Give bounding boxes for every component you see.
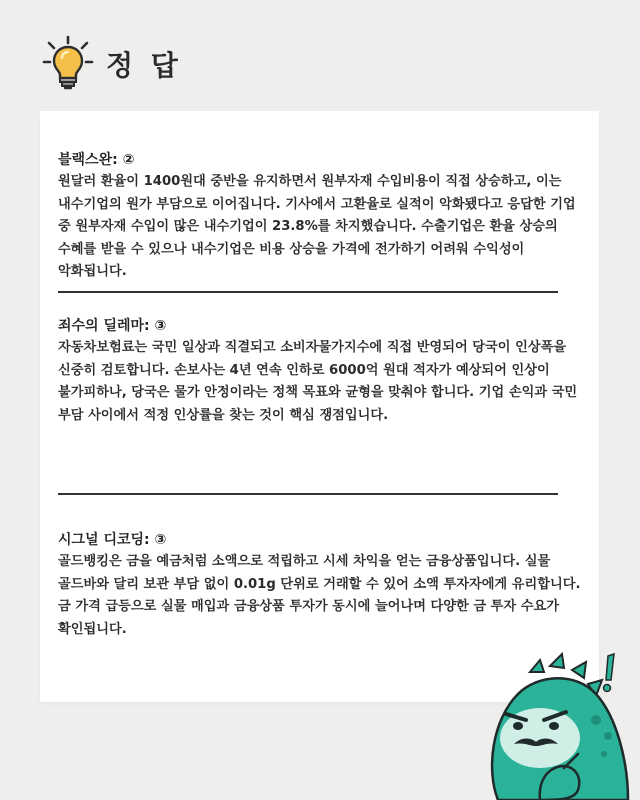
answer-title: 죄수의 딜레마: ③	[58, 318, 167, 334]
answer-body: 자동차보험료는 국민 일상과 직결되고 소비자물가지수에 직접 반영되어 당국이 인상폭을 신중히 검토합니다. 손보사는 4년 연속 인하로 6000억 원대 적자가 예상되어 인상이 불가피하나, 당국은 물가 안정이라는 정책 목표와 균형을 맞춰야 합니다. 기업 손익과 국민 부담 사이에서 적정 인상률을 찾는 것이 핵심 쟁점입니다.	[58, 340, 578, 423]
answer-card	[40, 111, 599, 702]
page-header	[40, 34, 182, 94]
section-divider	[58, 493, 558, 495]
answer-section-signal-decoding	[58, 529, 588, 641]
answer-body: 원달러 환율이 1400원대 중반을 유지하면서 원부자재 수입비용이 직접 상승하고, 이는 내수기업의 원가 부담으로 이어집니다. 기사에서 고환율로 실적이 악화됐다고 응답한 기업 중 원부자재 수입이 많은 내수기업이 23.8%를 차지했습니다. 수출기업은 환율 상승의 수혜를 받을 수 있으나 내수기업은 비용 상승을 가격에 전가하기 어려워 수익성이 악화됩니다.	[58, 174, 576, 280]
answer-body: 골드뱅킹은 금을 예금처럼 소액으로 적립하고 시세 차익을 얻는 금융상품입니다. 실물 골드바와 달리 보관 부담 없이 0.01g 단위로 거래할 수 있어 소액 투자자에게 유리합니다. 금 가격 급등으로 실물 매입과 금융상품 투자가 동시에 늘어나며 다양한 금 투자 수요가 확인됩니다.	[58, 554, 581, 637]
answer-section-black-swan	[58, 149, 588, 284]
page-title: 정 답	[106, 49, 182, 82]
dinosaur-mascot	[478, 650, 640, 800]
answer-title: 시그널 디코딩: ③	[58, 532, 167, 548]
answer-section-prisoners-dilemma	[58, 315, 588, 427]
section-divider	[58, 291, 558, 293]
lightbulb-icon	[40, 34, 100, 94]
answer-title: 블랙스완: ②	[58, 152, 135, 168]
